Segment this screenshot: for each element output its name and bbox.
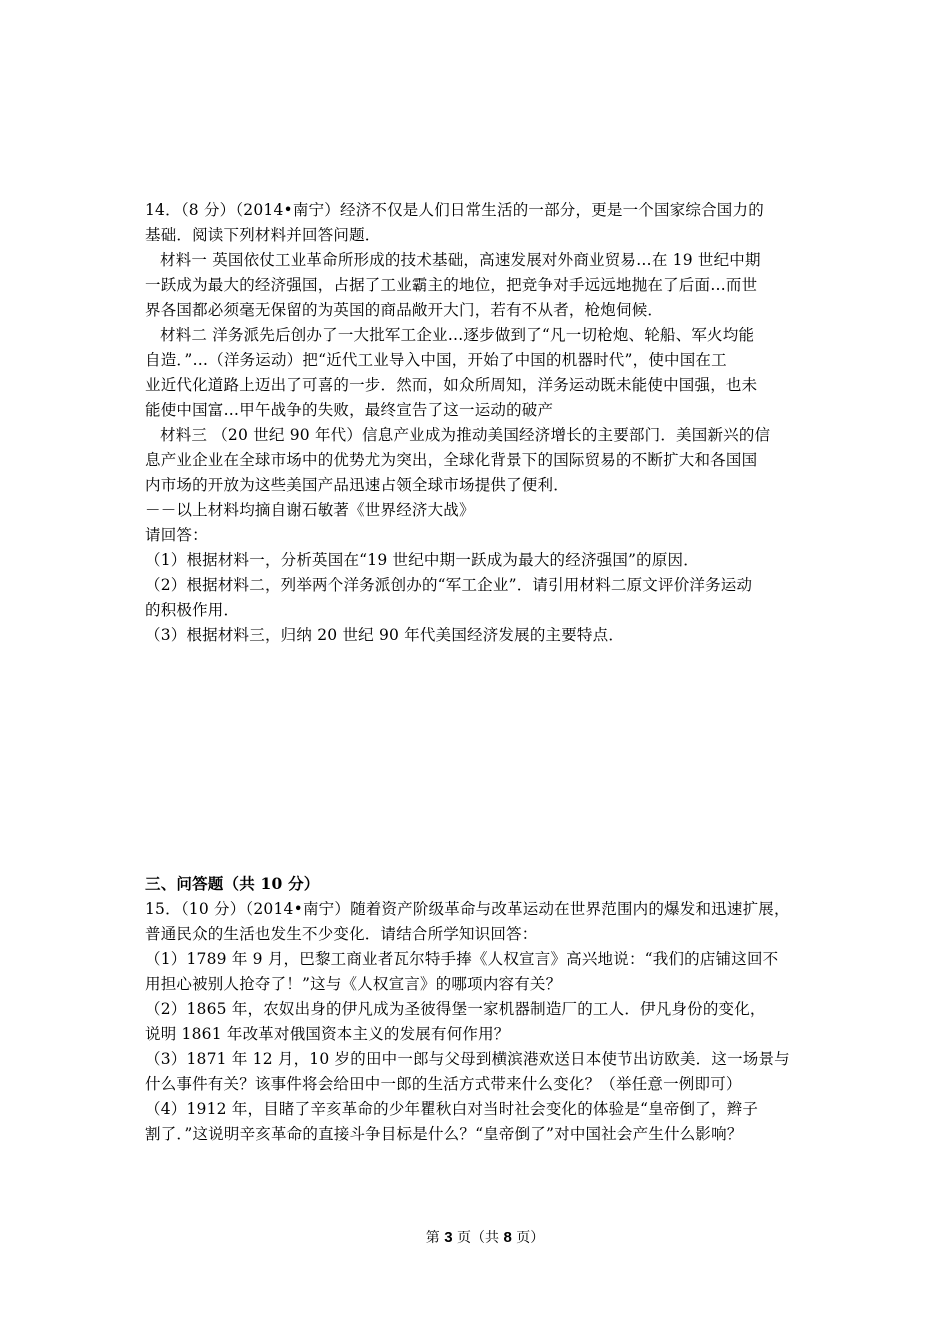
q14-sub-3: （3）根据材料三，归纳 20 世纪 90 年代美国经济发展的主要特点．: [145, 626, 625, 644]
q15-sub-4-line-1: （4）1912 年，目睹了辛亥革命的少年瞿秋白对当时社会变化的体验是“皇帝倒了，辫子: [145, 1100, 759, 1118]
q15-sub-1-line-1: （1）1789 年 9 月，巴黎工商业者瓦尔特手捧《人权宣言》高兴地说：“我们的店铺这回不: [145, 950, 779, 968]
q14-sub-2-line-2: 的积极作用．: [145, 601, 240, 619]
q14-material-1-line-3: 界各国都必须毫无保留的为英国的商品敞开大门，若有不从者，枪炮伺候．: [145, 301, 664, 319]
q15-sub-2-line-2: 说明 1861 年改革对俄国资本主义的发展有何作用？: [145, 1025, 510, 1043]
q14-material-1-line-2: 一跃成为最大的经济强国，占据了工业霸主的地位，把竞争对手远远地抛在了后面…而世: [145, 276, 758, 294]
q14-line-2: 基础．阅读下列材料并回答问题．: [145, 226, 381, 244]
q14-material-3-line-3: 内市场的开放为这些美国产品迅速占领全球市场提供了便利．: [145, 476, 569, 494]
q14-prompt: 请回答：: [145, 526, 208, 544]
q15-sub-1-line-2: 用担心被别人抢夺了！”这与《人权宣言》的哪项内容有关？: [145, 975, 562, 993]
q15-line-2: 普通民众的生活也发生不少变化．请结合所学知识回答：: [145, 925, 538, 943]
q14-material-2-line-1: 材料二 洋务派先后创办了一大批军工企业…逐步做到了“凡一切枪炮、轮船、军火均能: [160, 326, 755, 344]
q14-sub-2-line-1: （2）根据材料二，列举两个洋务派创办的“军工企业”．请引用材料二原文评价洋务运动: [145, 576, 753, 594]
document-page: [145, 0, 825, 1344]
q14-material-2-line-2: 自造．”…（洋务运动）把“近代工业导入中国，开始了中国的机器时代”，使中国在工: [145, 351, 727, 369]
q15-sub-4-line-2: 割了．”这说明辛亥革命的直接斗争目标是什么？“皇帝倒了”对中国社会产生什么影响？: [145, 1125, 743, 1143]
q15-sub-3-line-2: 什么事件有关？该事件将会给田中一郎的生活方式带来什么变化？（举任意一例即可）: [145, 1075, 742, 1093]
q15-sub-3-line-1: （3）1871 年 12 月，10 岁的田中一郎与父母到横滨港欢送日本使节出访欧美．这一场景与: [145, 1050, 790, 1068]
footer-prefix: 第: [425, 1230, 445, 1246]
page-footer: [145, 1228, 825, 1248]
q14-material-3-line-2: 息产业企业在全球市场中的优势尤为突出，全球化背景下的国际贸易的不断扩大和各国国: [145, 451, 758, 469]
q15-sub-2-line-1: （2）1865 年，农奴出身的伊凡成为圣彼得堡一家机器制造厂的工人．伊凡身份的变化，: [145, 1000, 766, 1018]
q14-material-3-line-1: 材料三 （20 世纪 90 年代）信息产业成为推动美国经济增长的主要部门．美国新兴的信: [160, 426, 771, 444]
q14-sub-1: （1）根据材料一，分析英国在“19 世纪中期一跃成为最大的经济强国”的原因．: [145, 551, 699, 569]
q14-material-1-line-1: 材料一 英国依仗工业革命所形成的技术基础，高速发展对外商业贸易…在 19 世纪中期: [160, 251, 761, 269]
footer-page-number: 3: [444, 1229, 453, 1246]
q14-material-2-line-3: 业近代化道路上迈出了可喜的一步．然而，如众所周知，洋务运动既未能使中国强，也未: [145, 376, 758, 394]
q14-material-2-line-4: 能使中国富…甲午战争的失败，最终宣告了这一运动的破产: [145, 401, 554, 419]
q14-source-note: －－以上材料均摘自谢石敏著《世界经济大战》: [145, 501, 475, 519]
footer-middle: 页（共: [452, 1230, 504, 1246]
footer-suffix: 页）: [511, 1230, 545, 1246]
q15-line-1: 15．（10 分）（2014•南宁）随着资产阶级革命与改革运动在世界范围内的爆发和迅速扩展，: [145, 900, 790, 918]
section-3-heading: 三、问答题（共 10 分）: [145, 874, 320, 893]
footer-total-pages: 8: [503, 1229, 512, 1246]
q14-line-1: 14．（8 分）（2014•南宁）经济不仅是人们日常生活的一部分，更是一个国家综合国力的: [145, 201, 764, 219]
